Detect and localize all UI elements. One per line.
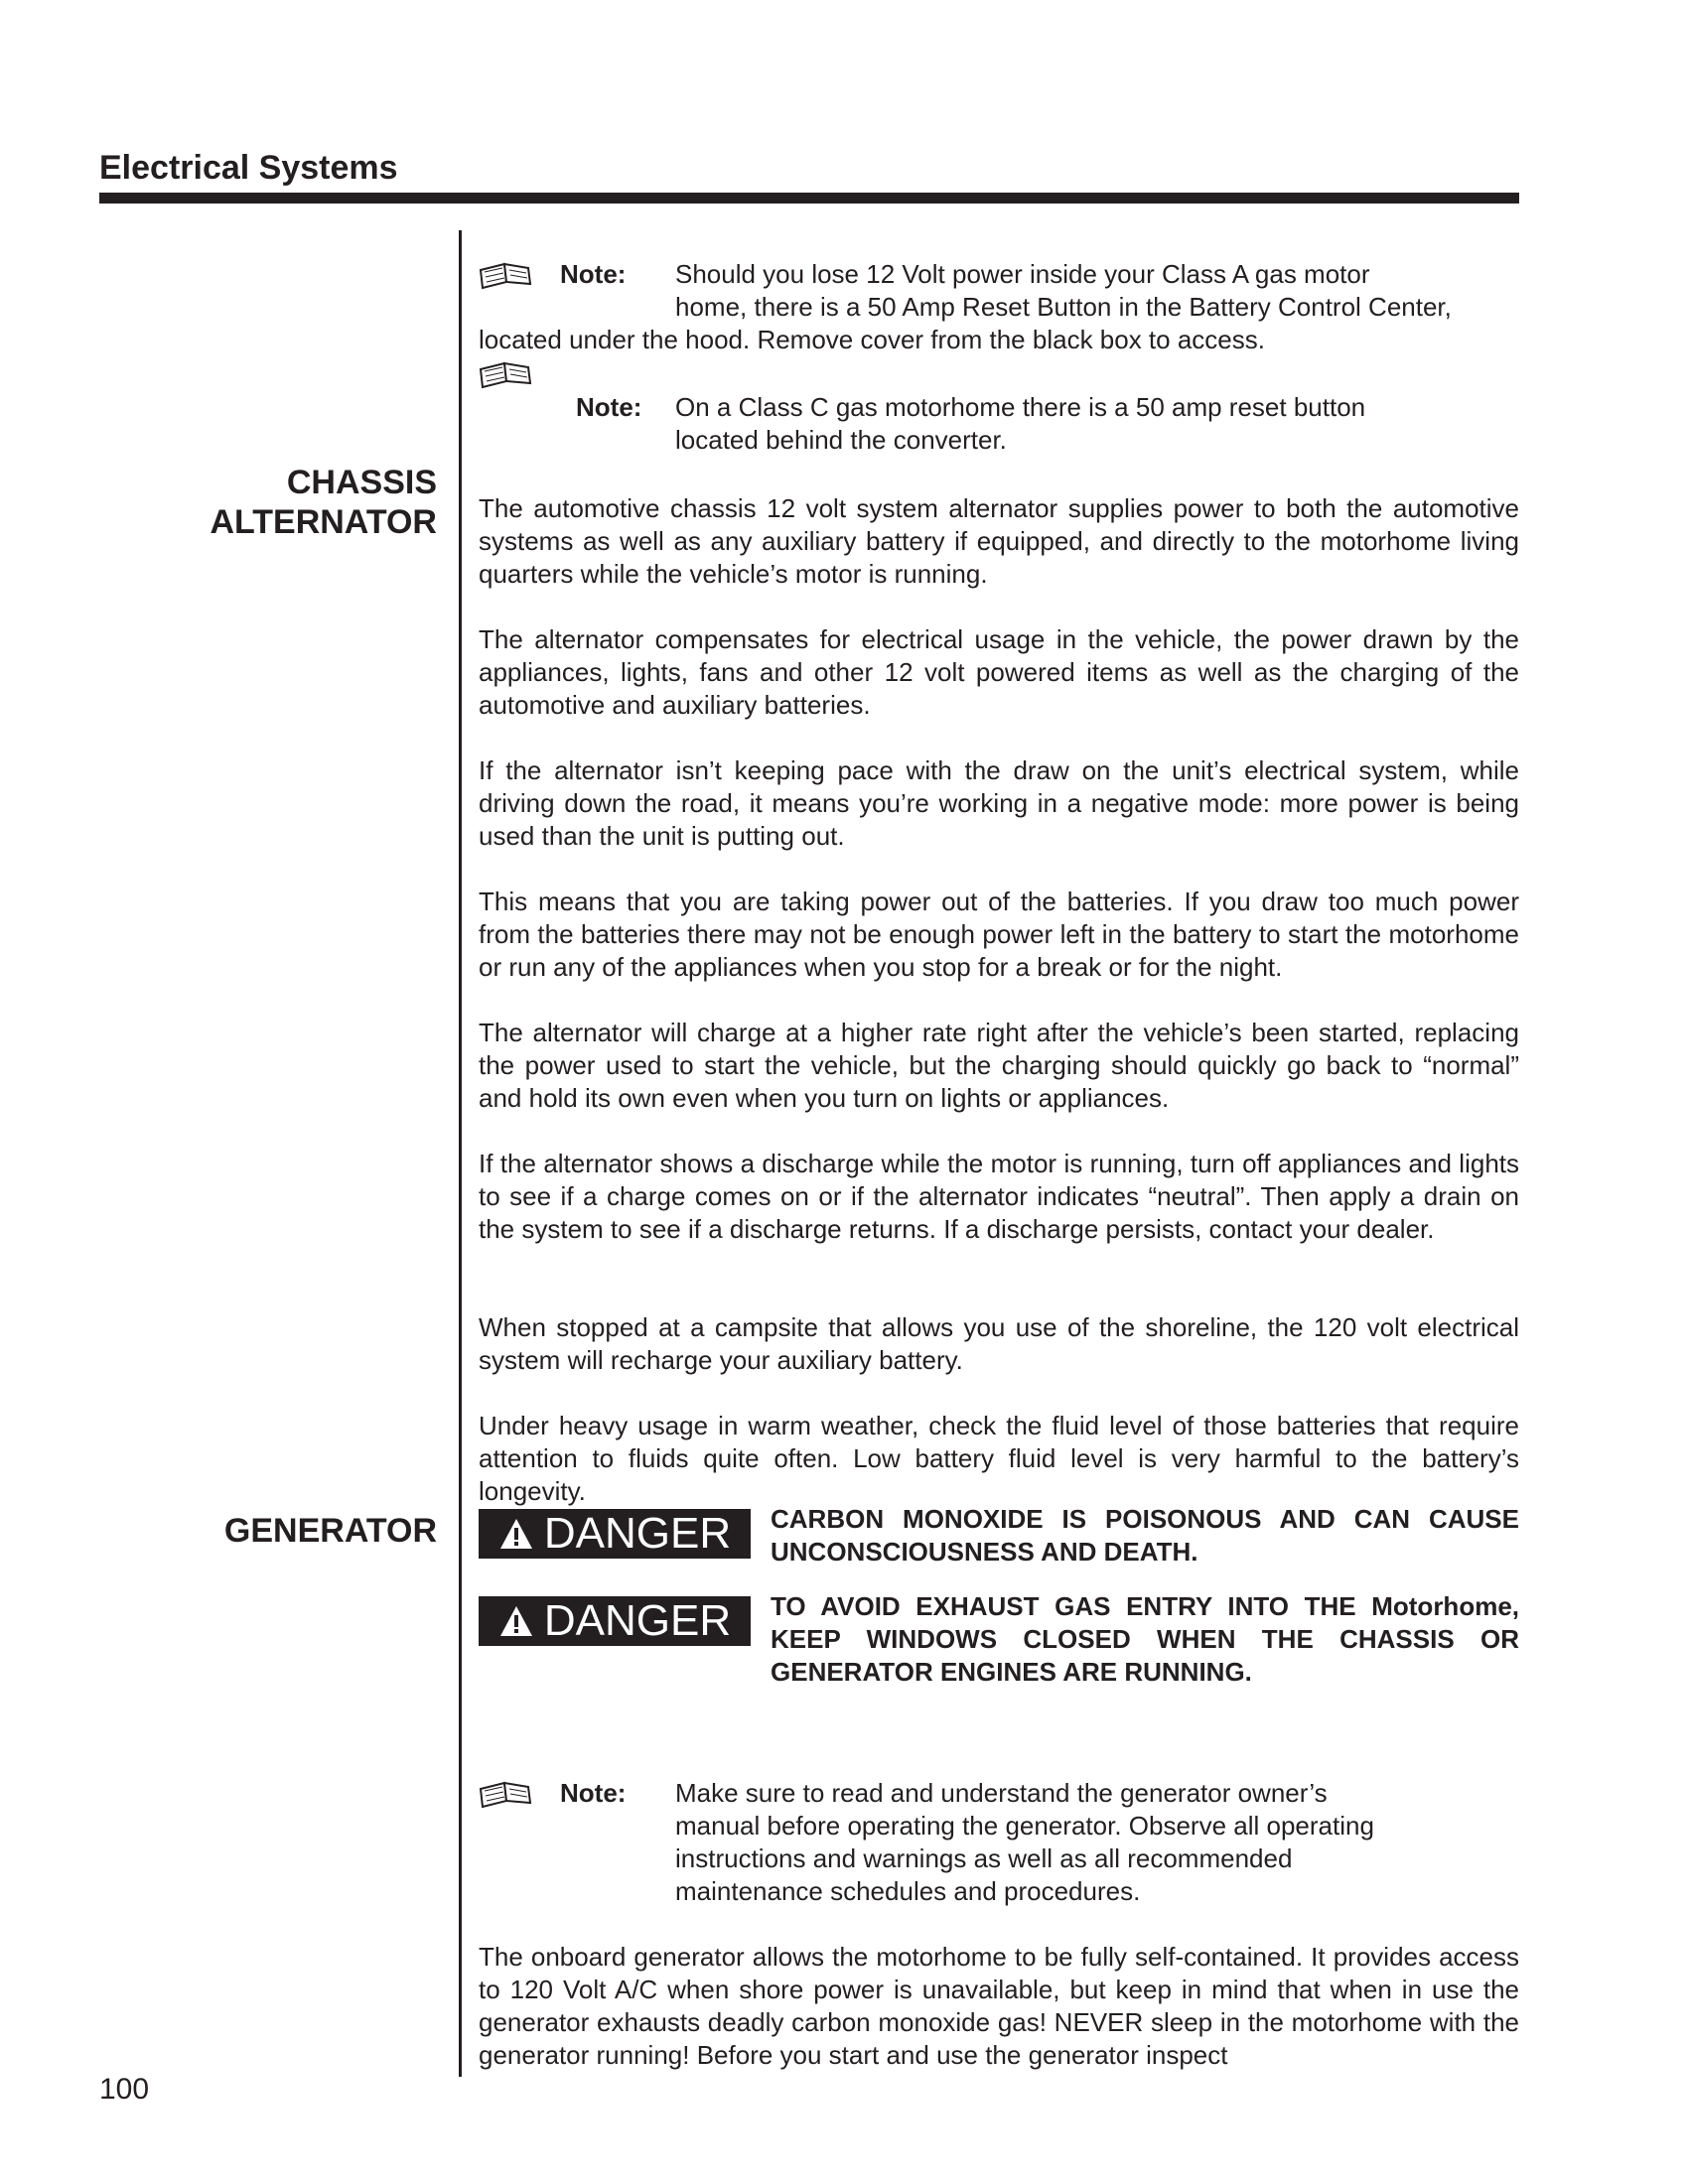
danger-text: CARBON MONOXIDE IS POISONOUS AND CAN CAUSE UNCONSCIOUSNESS AND DEATH. (771, 1504, 1519, 1567)
note-label: Note: (560, 259, 627, 289)
note-label: Note: (576, 392, 642, 422)
open-book-icon (477, 1779, 534, 1809)
body-paragraph: The automotive chassis 12 volt system alternator supplies power to both the automotive systems as well as any auxiliary battery if equipped, and directly to the motorhome living quarters while the vehicle’s motor is running. (479, 493, 1519, 589)
column-divider (459, 230, 462, 2077)
danger-badge (479, 1596, 751, 1646)
note-text-line: manual before operating the generator. Observe all operating (675, 1811, 1374, 1841)
section-heading-chassis-alternator (210, 463, 437, 542)
section-heading-line: CHASSIS (286, 464, 437, 501)
header-rule (99, 193, 1519, 204)
note-text-line: Should you lose 12 Volt power inside your Class A gas motor (675, 259, 1370, 289)
warning-triangle-icon (498, 1603, 534, 1639)
body-paragraph: The alternator will charge at a higher rate right after the vehicle’s been started, replacing the power used to start the vehicle, but the charging should quickly go back to “normal” and hold its own even when you turn on lights or appliances. (479, 1018, 1519, 1113)
body-paragraph: The alternator compensates for electrical usage in the vehicle, the power drawn by the appliances, lights, fans and other 12 volt powered items as well as the charging of the automotive and auxiliary batteries. (479, 624, 1519, 720)
danger-label: DANGER (543, 1596, 732, 1645)
open-book-icon (477, 260, 534, 290)
note-text-line: On a Class C gas motorhome there is a 50 amp reset button (675, 392, 1366, 422)
note-text-line: located behind the converter. (675, 425, 1007, 455)
page-header-title: Electrical Systems (99, 149, 398, 187)
note-label: Note: (560, 1778, 627, 1808)
note-text-line: home, there is a 50 Amp Reset Button in the Battery Control Center, (675, 292, 1452, 322)
page-number: 100 (99, 2073, 150, 2106)
body-paragraph: The onboard generator allows the motorhome to be fully self-contained. It provides access to 120 Volt A/C when shore power is unavailable, but keep in mind that when in use the generator exhausts deadly carbon monoxide gas! NEVER sleep in the motorhome with the generator running! Before you start and use the generator inspect (479, 1942, 1519, 2070)
open-book-icon (477, 359, 534, 389)
note-text-line: located under the hood. Remove cover from the black box to access. (479, 325, 1265, 354)
note-text-line: instructions and warnings as well as all recommended (675, 1843, 1293, 1873)
danger-text: TO AVOID EXHAUST GAS ENTRY INTO THE Motorhome, KEEP WINDOWS CLOSED WHEN THE CHASSIS OR GENERATOR ENGINES ARE RUNNING. (771, 1591, 1519, 1687)
danger-label: DANGER (543, 1509, 732, 1558)
body-paragraph: If the alternator isn’t keeping pace with the draw on the unit’s electrical system, while driving down the road, it means you’re working in a negative mode: more power is being used than the unit is putting out. (479, 755, 1519, 851)
body-paragraph: Under heavy usage in warm weather, check the fluid level of those batteries that require attention to fluids quite often. Low battery fluid level is very harmful to the battery’s longevity. (479, 1411, 1519, 1506)
warning-triangle-icon (498, 1516, 534, 1552)
section-heading-generator: GENERATOR (223, 1512, 437, 1550)
note-text-line: Make sure to read and understand the generator owner’s (675, 1778, 1328, 1808)
body-paragraph: If the alternator shows a discharge while the motor is running, turn off appliances and lights to see if a charge comes on or if the alternator indicates “neutral”. Then apply a drain on the system to see if a discharge returns. If a discharge persists, contact your dealer. (479, 1149, 1519, 1244)
danger-badge (479, 1509, 751, 1559)
note-text-line: maintenance schedules and procedures. (675, 1876, 1141, 1906)
section-heading-line: ALTERNATOR (210, 503, 437, 541)
body-paragraph: This means that you are taking power out of the batteries. If you draw too much power from the batteries there may not be enough power left in the battery to start the motorhome or run any of the appliances when you stop for a break or for the night. (479, 887, 1519, 982)
body-paragraph: When stopped at a campsite that allows you use of the shoreline, the 120 volt electrical system will recharge your auxiliary battery. (479, 1312, 1519, 1375)
